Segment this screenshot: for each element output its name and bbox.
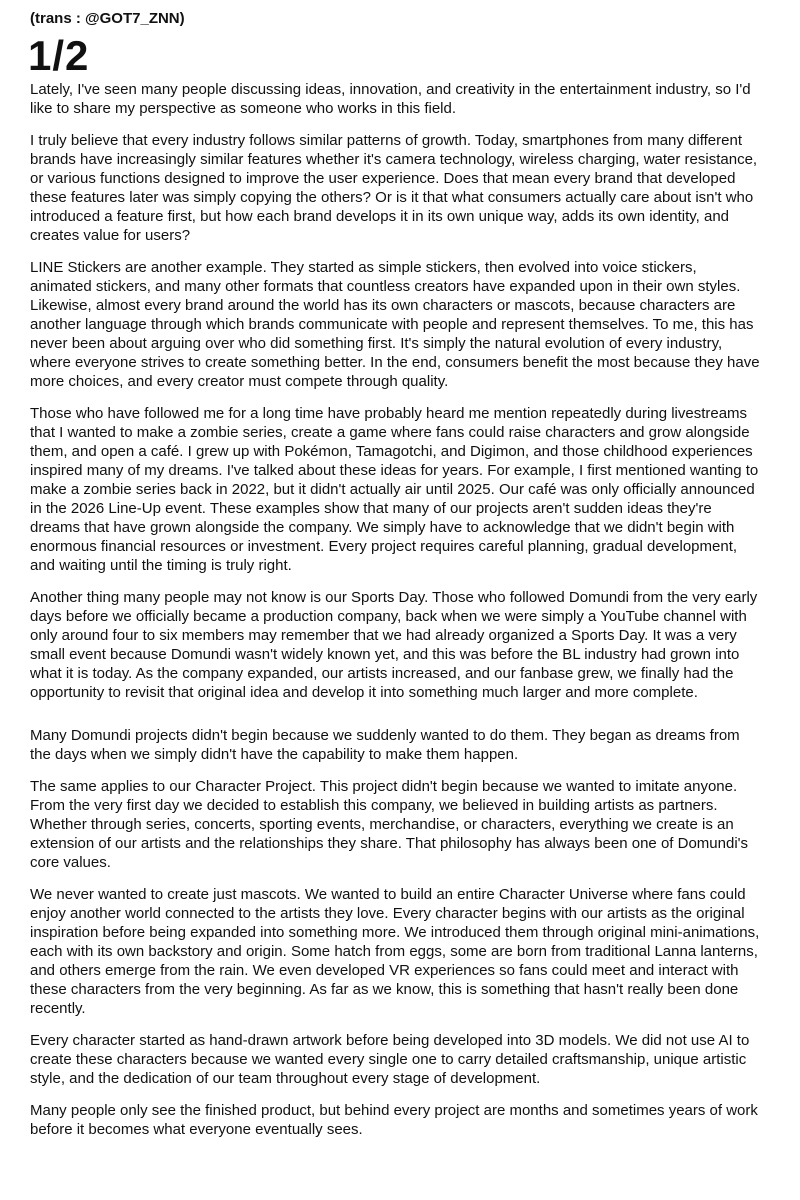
translation-credit: (trans : @GOT7_ZNN) <box>30 10 185 27</box>
page-number: 1/2 <box>28 32 90 79</box>
paragraph-finished-product: Many people only see the finished product, but behind every project are months and sometimes years of work before it becomes what everyone eventually sees. <box>30 1102 758 1138</box>
paragraph-character-project: The same applies to our Character Project. This project didn't begin because we wanted to imitate anyone. From the very first day we decided to establish this company, we believed in building artists as partners. Whether through series, concerts, sporting events, merchandise, or characters, everything we create is an extension of our artists and the relationships they share. That philosophy has always been one of Domundi's core values. <box>30 778 749 871</box>
paragraph-projects: Many Domundi projects didn't begin because we suddenly wanted to do them. They began as dreams from the days when we simply didn't have the capability to make them happen. <box>30 727 740 763</box>
paragraph-intro: Lately, I've seen many people discussing ideas, innovation, and creativity in the entertainment industry, so I'd like to share my perspective as someone who works in this field. <box>30 81 751 117</box>
paragraph-line-stickers: LINE Stickers are another example. They started as simple stickers, then evolved into voice stickers, animated stickers, and many other formats that countless creators have expanded upon in their own styles. Likewise, almost every brand around the world has its own characters or mascots, because characters are another language through which brands communicate with people and represent themselves. To me, this has never been about arguing over who did something first. It's simply the natural evolution of every industry, where everyone strives to create something better. In the end, consumers benefit the most because they have more choices, and every creator must compete through quality. <box>30 259 760 390</box>
paragraph-sports-day: Another thing many people may not know is our Sports Day. Those who followed Domundi from the very early days before we officially became a production company, back when we were simply a YouTube channel with only around four to six members may remember that we had already organized a Sports Day. It was a very small event because Domundi wasn't widely known yet, and this was before the BL industry had grown into what it is today. As the company expanded, our artists increased, and our fanbase grew, we finally had the opportunity to revisit that original idea and develop it into something much larger and more complete. <box>30 589 758 701</box>
paragraph-character-universe: We never wanted to create just mascots. We wanted to build an entire Character Universe where fans could enjoy another world connected to the artists they love. Every character begins with our artists as the original inspiration before being expanded into something more. We introduced them through original mini-animations, each with its own backstory and origin. Some hatch from eggs, some are born from traditional Lanna lanterns, and others emerge from the rain. We even developed VR experiences so fans could meet and interact with these characters from the very beginning. As far as we know, this is something that hasn't really been done recently. <box>30 886 760 1017</box>
paragraph-hand-drawn: Every character started as hand-drawn artwork before being developed into 3D models. We did not use AI to create these characters because we wanted every single one to carry detailed craftsmanship, unique artistic style, and the dedication of our team throughout every stage of development. <box>30 1032 750 1087</box>
paragraph-smartphones: I truly believe that every industry follows similar patterns of growth. Today, smartphones from many different brands have increasingly similar features whether it's camera technology, wireless charging, water resistance, or various functions designed to improve the user experience. Does that mean every brand that developed these features later was simply copying the others? Or is it that what consumers actually care about isn't who introduced a feature first, but how each brand develops it in its own unique way, adds its own identity, and creates value for users? <box>30 132 758 244</box>
paragraph-dreams: Those who have followed me for a long time have probably heard me mention repeatedly during livestreams that I wanted to make a zombie series, create a game where fans could raise characters and grow alongside them, and open a café. I grew up with Pokémon, Tamagotchi, and Digimon, and those childhood experiences inspired many of my dreams. I've talked about these ideas for years. For example, I first mentioned wanting to make a zombie series back in 2022, but it didn't actually air until 2025. Our café was only officially announced in the 2026 Line-Up event. These examples show that many of our projects aren't sudden ideas they're dreams that have grown alongside the company. We simply have to acknowledge that we didn't begin with enormous financial resources or investment. Every project requires careful planning, gradual development, and waiting until the timing is truly right. <box>30 405 759 574</box>
